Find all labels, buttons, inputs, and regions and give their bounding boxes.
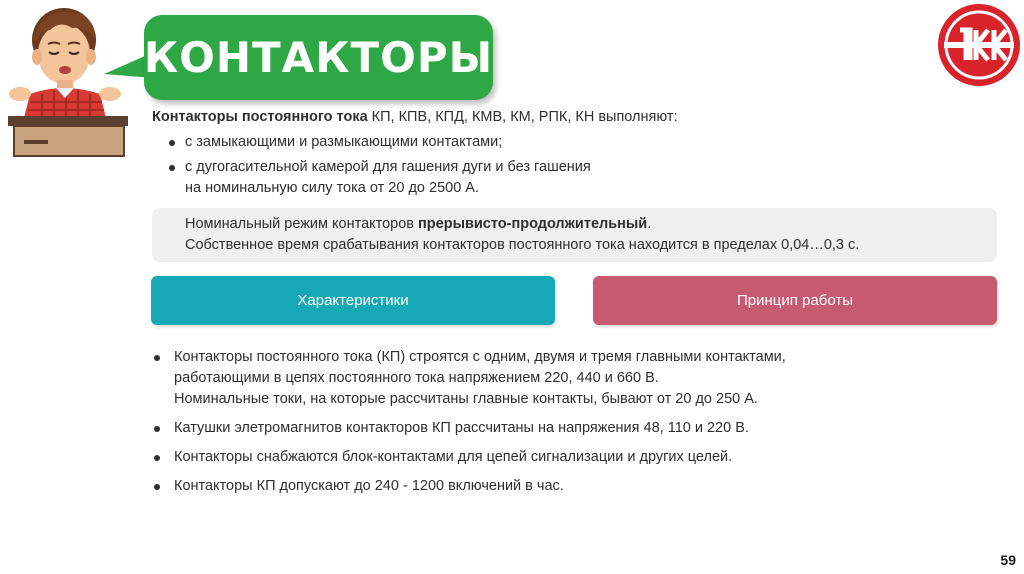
bullet-icon — [169, 140, 175, 146]
list-item-text: с дугогасительной камерой для гашения дуги и без гашения — [185, 159, 591, 175]
list-item-text: Контакторы КП допускают до 240 - 1200 включений в час. — [174, 478, 564, 494]
list-item — [152, 418, 872, 439]
page-title: КОНТАКТОРЫ — [143, 33, 494, 82]
info-line-1-bold: прерывисто-продолжительный — [418, 216, 648, 232]
info-line-1-prefix: Номинальный режим контакторов — [185, 216, 419, 232]
list-item — [152, 347, 872, 410]
list-item-text: Катушки элетромагнитов контакторов КП рассчитаны на напряжения 48, 110 и 220 В. — [174, 420, 749, 436]
info-box — [152, 208, 997, 262]
bullet-icon — [169, 165, 175, 171]
intro-rest: КП, КПВ, КПД, КМВ, КМ, РПК, КН выполняют: — [367, 109, 678, 125]
principle-button[interactable]: Принцип работы — [593, 276, 997, 325]
bullet-icon — [154, 426, 160, 432]
list-item-text: Номинальные токи, на которые рассчитаны главные контакты, бывают от 20 до 250 А. — [174, 391, 758, 407]
bottom-bullet-list — [152, 347, 872, 505]
bullet-icon — [154, 355, 160, 361]
list-item — [152, 132, 852, 153]
list-item — [152, 157, 852, 199]
info-line-2: Собственное время срабатывания контакторов постоянного тока находится в пределах 0,04…0,3 с. — [185, 237, 860, 253]
top-bullet-list — [152, 132, 852, 203]
list-item-text: работающими в цепях постоянного тока напряжением 220, 440 и 660 В. — [174, 370, 659, 386]
list-item-text: Контакторы снабжаются блок-контактами для цепей сигнализации и других целей. — [174, 449, 733, 465]
list-item — [152, 476, 872, 497]
page-number: 59 — [1000, 552, 1016, 568]
list-item — [152, 447, 872, 468]
info-line-1 — [185, 216, 651, 232]
list-item-text: с замыкающими и размыкающими контактами; — [185, 134, 503, 150]
intro-text — [152, 108, 678, 126]
characteristics-button[interactable]: Характеристики — [151, 276, 555, 325]
railway-logo-icon — [936, 2, 1022, 88]
intro-bold: Контакторы постоянного тока — [152, 109, 368, 125]
title-bubble — [144, 15, 493, 100]
bullet-icon — [154, 455, 160, 461]
bullet-icon — [154, 484, 160, 490]
info-line-1-suffix: . — [647, 216, 652, 232]
list-item-text: Контакторы постоянного тока (КП) строятся с одним, двумя и тремя главными контактами, — [174, 349, 786, 365]
list-item-text: на номинальную силу тока от 20 до 2500 А. — [185, 180, 479, 196]
